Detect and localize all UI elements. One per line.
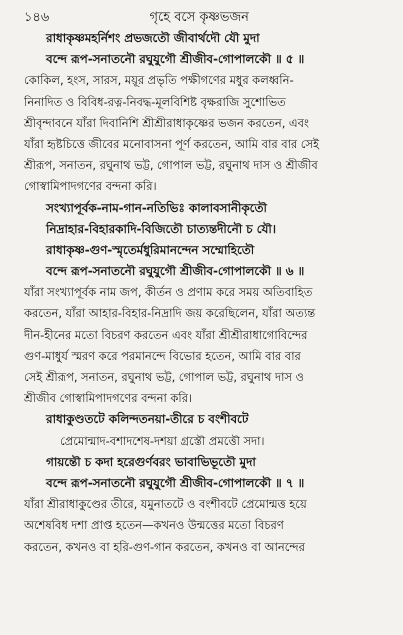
prose-line: যাঁরা সংখ্যাপূর্বক নাম জপ, কীর্তন ও প্রণাম করে সময় অতিবাহিত <box>24 285 313 300</box>
prose-line: শ্রীরূপ, সনাতন, রঘুনাথ ভট্ট, গোপাল ভট্ট, রঘুনাথ দাস ও শ্রীজীব <box>24 158 318 173</box>
verse-line: বন্দে রূপ-সনাতনৌ রঘুযুগৌ শ্রীজীব-গোপালকৌ ॥ ৬ ॥ <box>46 264 305 279</box>
page-header <box>24 8 395 28</box>
prose-line: গুণ-মাধুর্য স্মরণ করে পরমানন্দে বিভোর হতেন, আমি বার বার <box>24 348 301 363</box>
prose-line: দীন-হীনের মতো বিচরণ করতেন এবং যাঁরা শ্রীশ্রীরাধাগোবিন্দের <box>24 327 308 342</box>
verse-5 <box>24 28 395 70</box>
verse-line: বন্দে রূপ-সনাতনৌ রঘুযুগৌ শ্রীজীব-গোপালকৌ ॥ ৫ ॥ <box>46 52 305 67</box>
prose-line: করতেন, কখনও বা হরি-গুণ-গান করতেন, কখনও বা আনন্দের <box>24 539 305 554</box>
prose-line: যাঁরা হৃষ্টচিত্তে জীবের মনোবাসনা পূর্ণ করতেন, আমি বার বার সেই <box>24 136 319 151</box>
prose-line: করতেন, যাঁরা আহার-বিহার-নিদ্রাদি জয় করেছিলেন, যাঁরা অত্যন্ত <box>24 306 316 321</box>
verse-line: গায়ন্তৌ চ কদা হরেগুর্ণবরং ভাবাভিভূতৌ মুদা <box>46 454 256 469</box>
page-number: ১৪৬ <box>24 10 50 25</box>
verse-line: প্রেমোন্মাদ-বশাদশেষ-দশয়া গ্রস্তৌ প্রমত্তৌ সদা। <box>60 433 265 448</box>
translation-7 <box>24 494 395 558</box>
prose-line: শ্রীজীব গোস্বামিপাদগণের বন্দনা করি। <box>24 391 193 406</box>
verse-line: রাধাকুণ্ডতটে কলিন্দতনয়া-তীরে চ বংশীবটে <box>46 412 249 427</box>
prose-line: শ্রীবৃন্দাবনে যাঁরা দিবানিশি শ্রীশ্রীরাধাকৃষ্ণের ভজন করতেন, এবং <box>24 115 309 130</box>
verse-line: সংখ্যাপূর্বক-নাম-গান-নতিভিঃ কালাবসানীকৃতৌ <box>46 200 267 215</box>
translation-5 <box>24 70 395 197</box>
prose-line: নিনাদিত ও বিবিধ-রত্ন-নিবদ্ধ-মূলবিশিষ্ট বৃক্ষরাজি সুশোভিত <box>24 94 286 109</box>
prose-line: অশেষবিধ দশা প্রাপ্ত হতেন—কখনও উন্মত্তের মতো বিচরণ <box>24 518 284 533</box>
prose-line: সেই শ্রীরূপ, সনাতন, রঘুনাথ ভট্ট, গোপাল ভট্ট, রঘুনাথ দাস ও <box>24 370 304 384</box>
verse-line: রাধাকৃষ্ণমহর্নিশং প্রভজতৌ জীবার্থদৌ যৌ মুদা <box>46 31 260 45</box>
verse-line: রাধাকৃষ্ণ-গুণ-স্মৃতের্মধুরিমানন্দেন সম্মোহিতৌ <box>46 242 255 257</box>
prose-line: কোকিল, হংস, সারস, ময়ূর প্রভৃতি পক্ষীগণের মধুর কলধ্বনি- <box>24 73 294 88</box>
verse-7 <box>24 409 395 494</box>
verse-line: বন্দে রূপ-সনাতনৌ রঘুযুগৌ শ্রীজীব-গোপালকৌ ॥ ৭ ॥ <box>46 475 305 490</box>
prose-line: গোস্বামিপাদগণের বন্দনা করি। <box>24 179 157 194</box>
verse-6 <box>24 198 395 283</box>
running-title: গৃহে বসে কৃষ্ণভজন <box>149 10 249 25</box>
verse-line: নিদ্রাহার-বিহারকাদি-বিজিতৌ চাত্যন্তদীনৌ চ যৌ। <box>46 221 276 236</box>
prose-line: যাঁরা শ্রীরাধাকুণ্ডের তীরে, যমুনাতটে ও বংশীবটে প্রেমোন্মত্ত হয়ে <box>24 497 307 512</box>
translation-6 <box>24 282 395 409</box>
